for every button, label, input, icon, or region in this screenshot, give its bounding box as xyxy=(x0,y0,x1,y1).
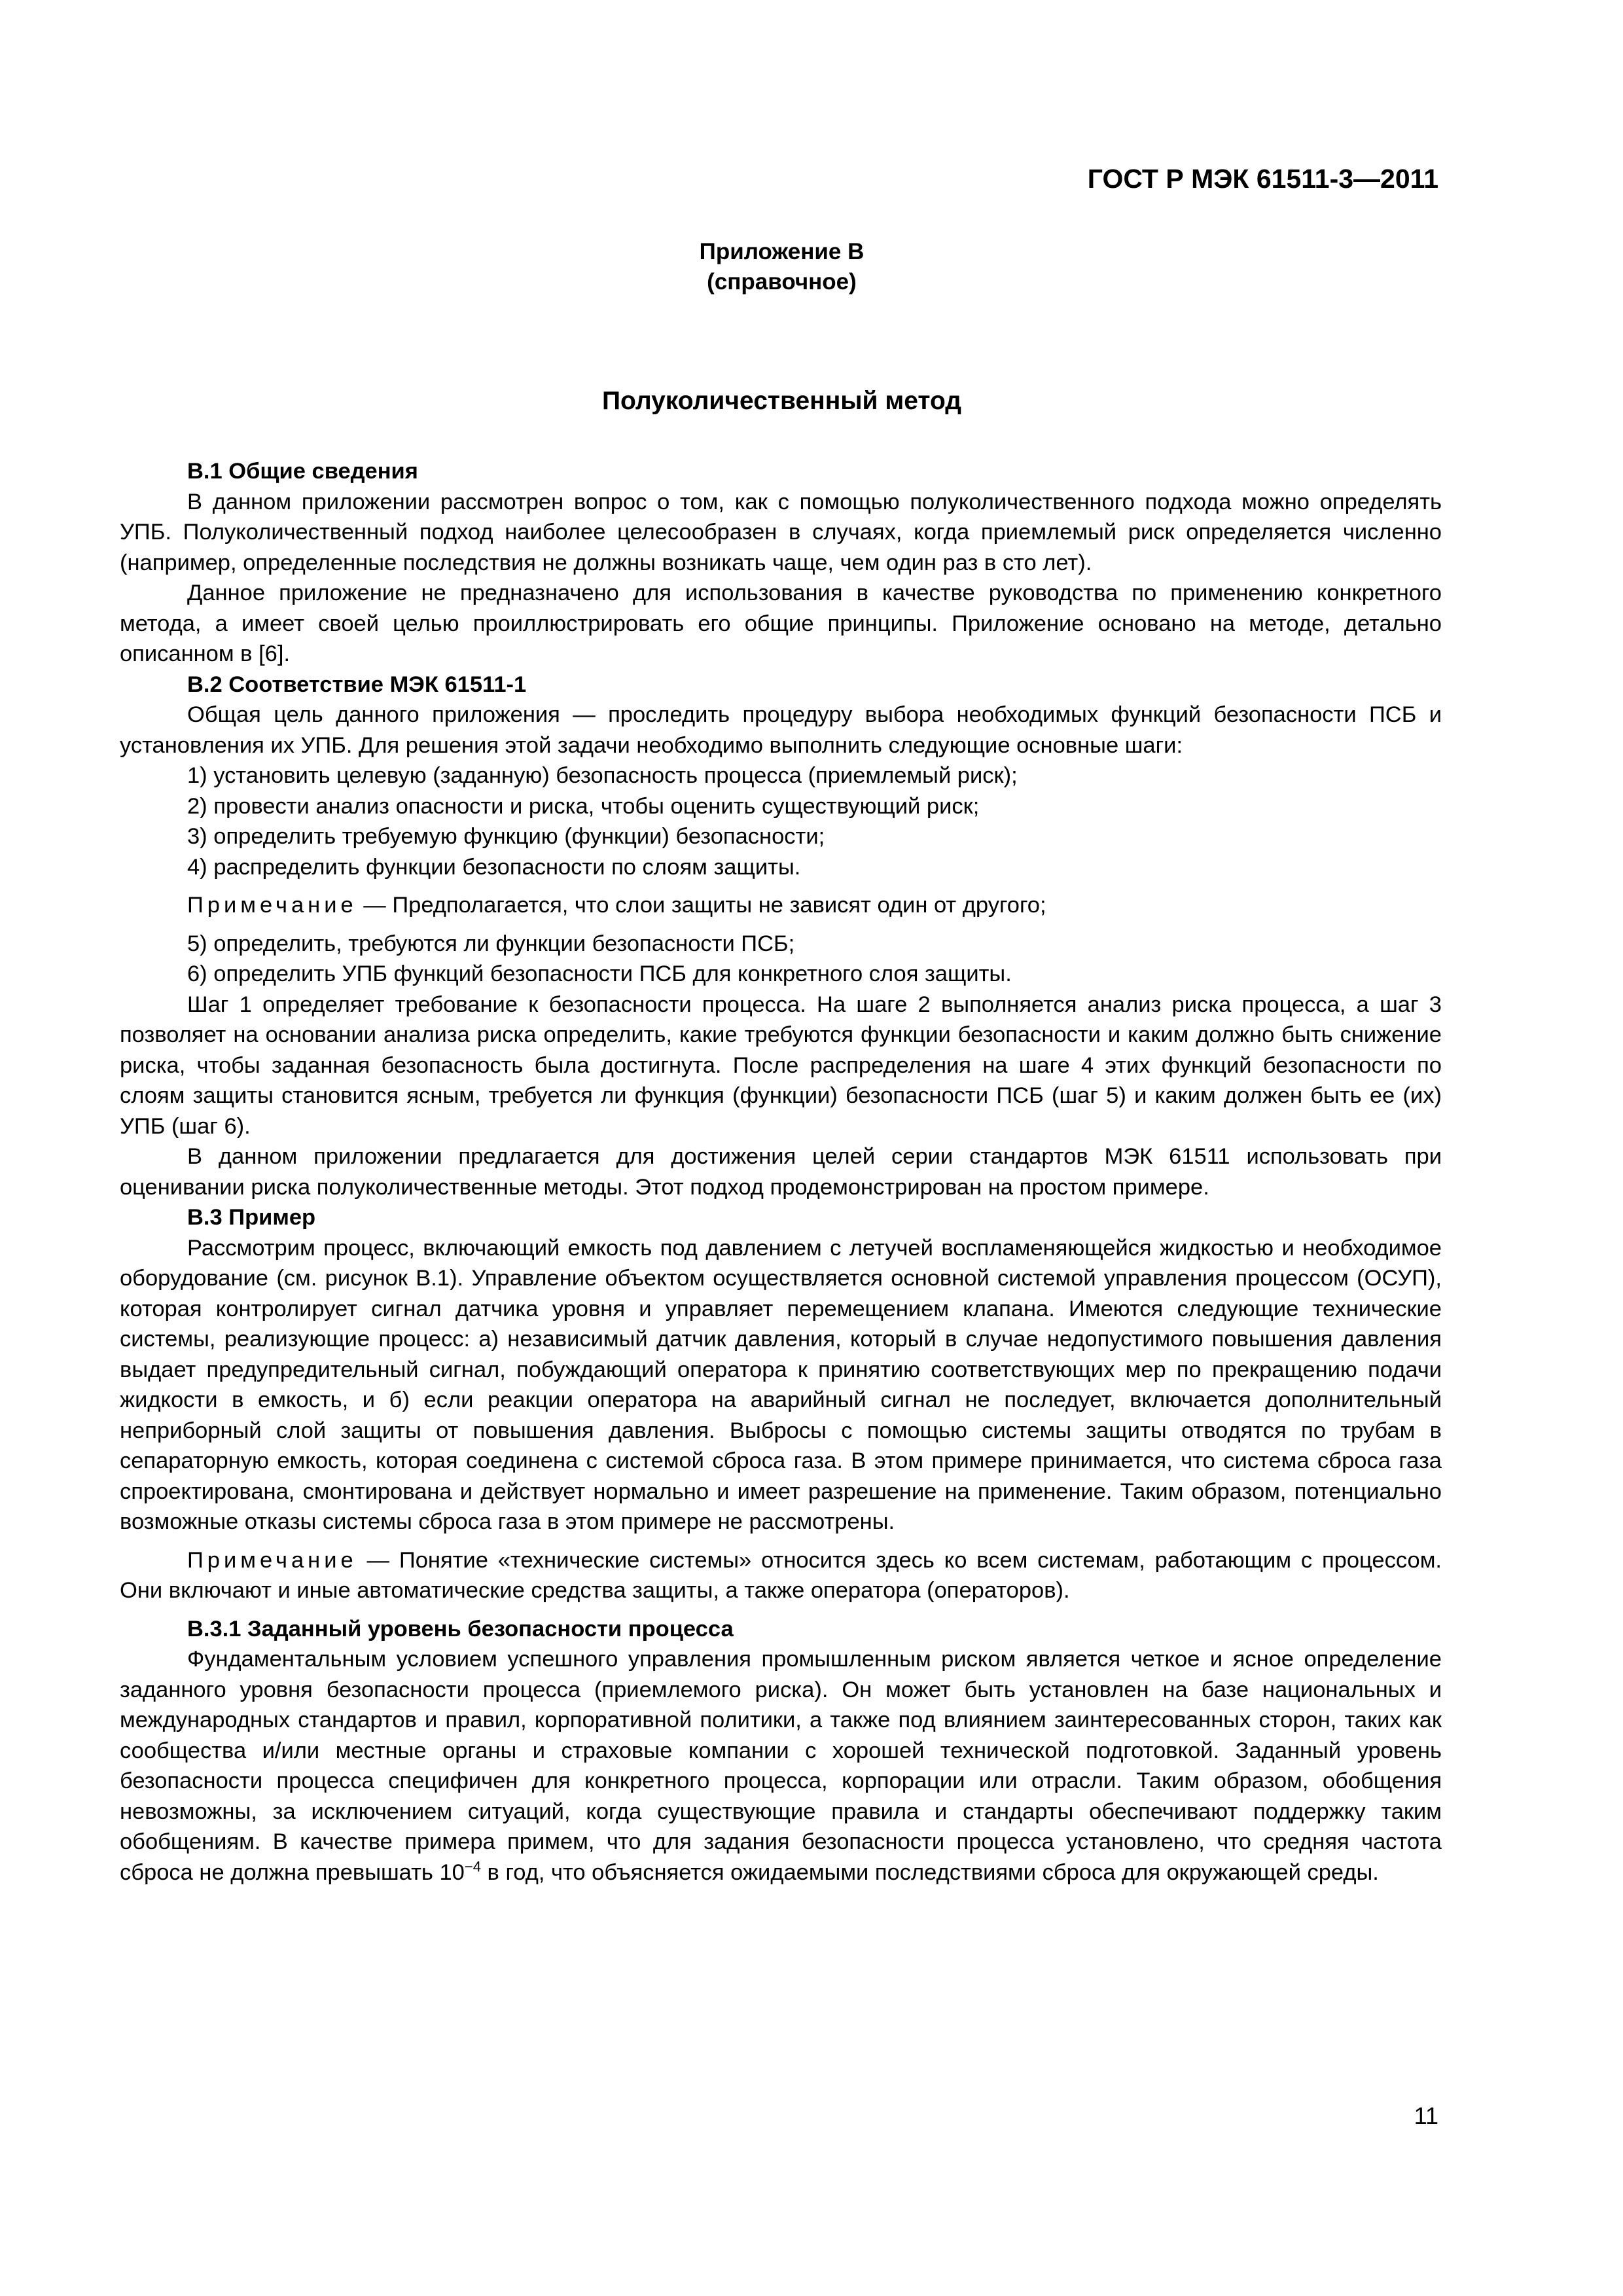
annex-title: Полуколичественный метод xyxy=(601,387,962,415)
paragraph: Общая цель данного приложения — проследить процедуру выбора необходимых функций безопасности ПСБ и установления их УПБ. Для решения этой задачи необходимо выполнить следующие основные шаги: xyxy=(120,702,1442,758)
annex-heading xyxy=(0,237,1563,297)
paragraph xyxy=(120,1644,1442,1888)
paragraph-text: Фундаментальным условием успешного управления промышленным риском является четкое и ясное определение заданного уровня безопасности процесса (приемлемого риска). Он может быть установлен на базе национальных и международных стандартов и правил, корпоративной политики, а также под влиянием заинтересованных сторон, таких как сообщества и/или местные органы и страховые компании с хорошей технической подготовкой. Заданный уровень безопасности процесса специфичен для конкретного процесса, корпорации или отрасли. Таким образом, обобщения невозможны, за исключением ситуаций, когда существующие правила и стандарты обеспечивают поддержку таким обобщениям. В качестве примера примем, что для задания безопасности процесса установлено, что средняя частота сброса не должна превышать 10 xyxy=(120,1647,1442,1885)
list-item: 2) провести анализ опасности и риска, чтобы оценить существующий риск; xyxy=(187,793,980,819)
section-heading-b31: В.3.1 Заданный уровень безопасности процесса xyxy=(187,1616,734,1641)
paragraph: Рассмотрим процесс, включающий емкость под давлением с летучей воспламеняющейся жидкостью и необходимое оборудование (см. рисунок В.1). Управление объектом осуществляется основной системой управления процессом (ОСУП), которая контролирует сигнал датчика уровня и управляет перемещением клапана. Имеются следующие технические системы, реализующие процесс: а) независимый датчик давления, который в случае недопустимого повышения давления выдает предупредительный сигнал, побуждающий оператора к принятию соответствующих мер по прекращению подачи жидкости в емкость, и б) если реакции оператора на аварийный сигнал не последует, включается дополнительный неприборный слой защиты от повышения давления. Выбросы с помощью системы защиты отводятся по трубам в сепараторную емкость, которая соединена с системой сброса газа. В этом примере принимается, что система сброса газа спроектирована, смонтирована и действует нормально и имеет разрешение на применение. Таким образом, потенциально возможные отказы системы сброса газа в этом примере не рассмотрены. xyxy=(120,1235,1442,1534)
list-item: 5) определить, требуются ли функции безопасности ПСБ; xyxy=(187,931,795,956)
document-code: ГОСТ Р МЭК 61511-3—2011 xyxy=(1087,164,1438,194)
paragraph-text: в год, что объясняется ожидаемыми последствиями сброса для окружающей среды. xyxy=(480,1859,1379,1885)
annex-status: (справочное) xyxy=(707,269,857,295)
list-item: 3) определить требуемую функцию (функции) безопасности; xyxy=(187,824,825,849)
document-body xyxy=(120,456,1442,1888)
annex-label: Приложение В xyxy=(699,239,865,264)
note xyxy=(120,890,1442,921)
list-item: 6) определить УПБ функций безопасности ПСБ для конкретного слоя защиты. xyxy=(187,961,1012,986)
exponent: −4 xyxy=(464,1858,481,1874)
note-text: — Предполагается, что слои защиты не зависят один от другого; xyxy=(357,893,1046,918)
note-label: Примечание xyxy=(187,893,357,918)
paragraph: Шаг 1 определяет требование к безопасности процесса. На шаге 2 выполняется анализ риска процесса, а шаг 3 позволяет на основании анализа риска определить, какие требуются функции безопасности и каким должно быть снижение риска, чтобы заданная безопасность была достигнута. После распределения на шаге 4 этих функций безопасности по слоям защиты становится ясным, требуется ли функция (функции) безопасности ПСБ (шаг 5) и каким должен быть ее (их) УПБ (шаг 6). xyxy=(120,992,1442,1139)
list-item: 4) распределить функции безопасности по слоям защиты. xyxy=(187,854,801,880)
section-heading-b2: В.2 Соответствие МЭК 61511-1 xyxy=(187,672,527,697)
note-label: Примечание xyxy=(187,1547,357,1573)
paragraph: В данном приложении предлагается для достижения целей серии стандартов МЭК 61511 использовать при оценивании риска полуколичественные методы. Этот подход продемонстрирован на простом примере. xyxy=(120,1144,1442,1200)
paragraph: Данное приложение не предназначено для использования в качестве руководства по применению конкретного метода, а имеет своей целью проиллюстрировать его общие принципы. Приложение основано на методе, детально описанном в [6]. xyxy=(120,581,1442,666)
note xyxy=(120,1545,1442,1606)
page-number: 11 xyxy=(1414,2102,1438,2129)
section-heading-b1: В.1 Общие сведения xyxy=(187,459,418,484)
list-item: 1) установить целевую (заданную) безопасность процесса (приемлемый риск); xyxy=(187,763,1018,788)
paragraph: В данном приложении рассмотрен вопрос о том, как с помощью полуколичественного подхода можно определять УПБ. Полуколичественный подход наиболее целесообразен в случаях, когда приемлемый риск определяется численно (например, определенные последствия не должны возникать чаще, чем один раз в сто лет). xyxy=(120,489,1442,575)
section-heading-b3: В.3 Пример xyxy=(187,1205,316,1230)
note-text: — Понятие «технические системы» относится здесь ко всем системам, работающим с процессом. Они включают и иные автоматические средства защиты, а также оператора (операторов). xyxy=(120,1547,1442,1603)
